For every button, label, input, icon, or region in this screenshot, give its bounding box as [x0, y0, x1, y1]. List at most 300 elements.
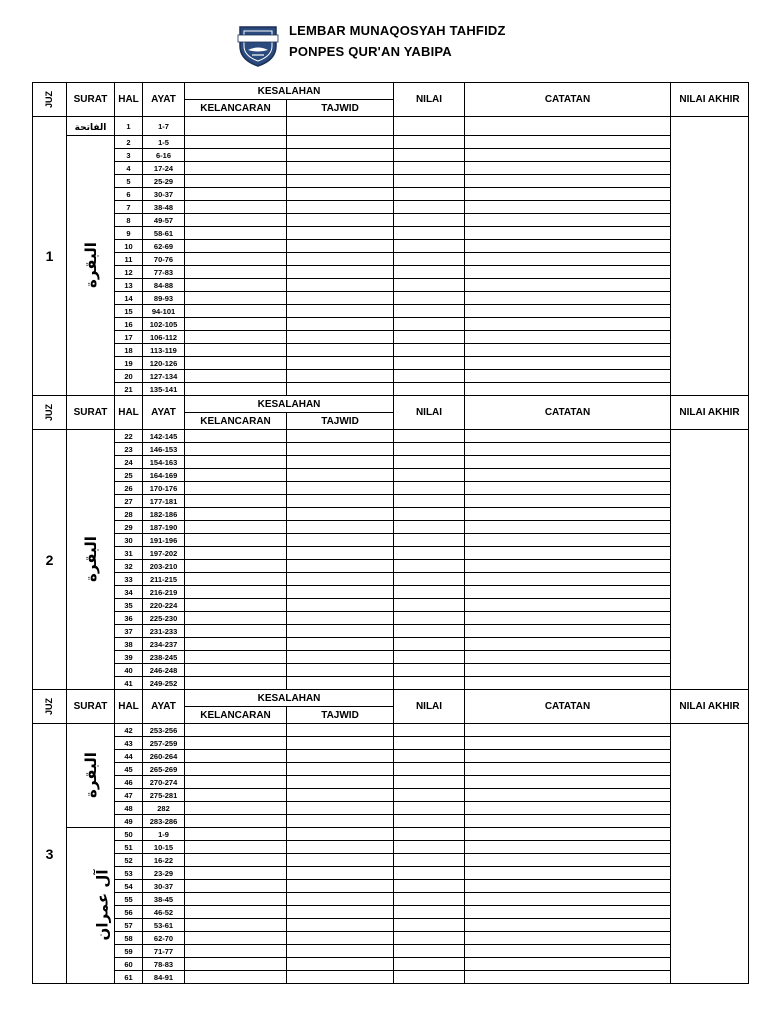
nilai-cell[interactable] — [394, 521, 465, 534]
kelancaran-cell[interactable] — [185, 932, 287, 945]
kelancaran-cell[interactable] — [185, 534, 287, 547]
kelancaran-cell[interactable] — [185, 789, 287, 802]
tajwid-cell[interactable] — [287, 370, 394, 383]
kelancaran-cell[interactable] — [185, 292, 287, 305]
catatan-cell[interactable] — [465, 945, 671, 958]
hal-cell: 56 — [115, 906, 143, 919]
catatan-cell[interactable] — [465, 560, 671, 573]
catatan-cell[interactable] — [465, 331, 671, 344]
table-row — [33, 534, 749, 547]
hal-cell: 17 — [115, 331, 143, 344]
tajwid-cell[interactable] — [287, 214, 394, 227]
catatan-cell[interactable] — [465, 357, 671, 370]
kelancaran-cell[interactable] — [185, 802, 287, 815]
nilai-cell[interactable] — [394, 469, 465, 482]
nilai-cell[interactable] — [394, 789, 465, 802]
nilai-cell[interactable] — [394, 318, 465, 331]
col-kelancaran: KELANCARAN — [185, 413, 287, 430]
nilai-cell[interactable] — [394, 776, 465, 789]
kelancaran-cell[interactable] — [185, 776, 287, 789]
kelancaran-cell[interactable] — [185, 469, 287, 482]
hal-cell: 18 — [115, 344, 143, 357]
nilai-cell[interactable] — [394, 508, 465, 521]
catatan-cell[interactable] — [465, 305, 671, 318]
tajwid-cell[interactable] — [287, 331, 394, 344]
nilai-cell[interactable] — [394, 482, 465, 495]
kelancaran-cell[interactable] — [185, 305, 287, 318]
hal-cell: 46 — [115, 776, 143, 789]
nilai-cell[interactable] — [394, 750, 465, 763]
nilai-cell[interactable] — [394, 357, 465, 370]
catatan-cell[interactable] — [465, 149, 671, 162]
hal-cell: 19 — [115, 357, 143, 370]
tajwid-cell[interactable] — [287, 266, 394, 279]
nilai-cell[interactable] — [394, 802, 465, 815]
tajwid-cell[interactable] — [287, 664, 394, 677]
nilai-cell[interactable] — [394, 638, 465, 651]
catatan-cell[interactable] — [465, 737, 671, 750]
catatan-cell[interactable] — [465, 117, 671, 136]
tajwid-cell[interactable] — [287, 136, 394, 149]
catatan-cell[interactable] — [465, 279, 671, 292]
catatan-cell[interactable] — [465, 776, 671, 789]
nilai-cell[interactable] — [394, 625, 465, 638]
juz-number: 3 — [33, 724, 67, 984]
catatan-cell[interactable] — [465, 227, 671, 240]
catatan-cell[interactable] — [465, 763, 671, 776]
ayat-cell: 234-237 — [143, 638, 185, 651]
nilai-cell[interactable] — [394, 443, 465, 456]
ayat-cell: 170-176 — [143, 482, 185, 495]
nilai-cell[interactable] — [394, 919, 465, 932]
kelancaran-cell[interactable] — [185, 482, 287, 495]
nilai-cell[interactable] — [394, 599, 465, 612]
nilai-cell[interactable] — [394, 279, 465, 292]
nilai-cell[interactable] — [394, 117, 465, 136]
tajwid-cell[interactable] — [287, 880, 394, 893]
nilai-cell[interactable] — [394, 867, 465, 880]
col-juz-label: JUZ — [43, 403, 54, 422]
kelancaran-cell[interactable] — [185, 430, 287, 443]
table-row — [33, 638, 749, 651]
nilai-cell[interactable] — [394, 201, 465, 214]
kelancaran-cell[interactable] — [185, 188, 287, 201]
nilai-cell[interactable] — [394, 495, 465, 508]
kelancaran-cell[interactable] — [185, 880, 287, 893]
tajwid-cell[interactable] — [287, 508, 394, 521]
table-row — [33, 240, 749, 253]
kelancaran-cell[interactable] — [185, 651, 287, 664]
catatan-cell[interactable] — [465, 880, 671, 893]
kelancaran-cell[interactable] — [185, 456, 287, 469]
catatan-cell[interactable] — [465, 383, 671, 396]
tajwid-cell[interactable] — [287, 430, 394, 443]
nilai-cell[interactable] — [394, 932, 465, 945]
nilai-cell[interactable] — [394, 344, 465, 357]
catatan-cell[interactable] — [465, 547, 671, 560]
kelancaran-cell[interactable] — [185, 240, 287, 253]
tajwid-cell[interactable] — [287, 560, 394, 573]
nilai-cell[interactable] — [394, 149, 465, 162]
nilai-cell[interactable] — [394, 227, 465, 240]
catatan-cell[interactable] — [465, 919, 671, 932]
catatan-cell[interactable] — [465, 162, 671, 175]
kelancaran-cell[interactable] — [185, 331, 287, 344]
surah-name-text: البقرة — [81, 752, 100, 798]
kelancaran-cell[interactable] — [185, 357, 287, 370]
nilai-cell[interactable] — [394, 370, 465, 383]
nilai-cell[interactable] — [394, 893, 465, 906]
nilai-cell[interactable] — [394, 456, 465, 469]
kelancaran-cell[interactable] — [185, 318, 287, 331]
table-row — [33, 430, 749, 443]
ayat-cell: 78-83 — [143, 958, 185, 971]
kelancaran-cell[interactable] — [185, 586, 287, 599]
kelancaran-cell[interactable] — [185, 919, 287, 932]
tajwid-cell[interactable] — [287, 117, 394, 136]
table-row — [33, 370, 749, 383]
catatan-cell[interactable] — [465, 841, 671, 854]
catatan-cell[interactable] — [465, 651, 671, 664]
catatan-cell[interactable] — [465, 638, 671, 651]
kelancaran-cell[interactable] — [185, 344, 287, 357]
kelancaran-cell[interactable] — [185, 443, 287, 456]
nilai-cell[interactable] — [394, 586, 465, 599]
kelancaran-cell[interactable] — [185, 599, 287, 612]
hal-cell: 41 — [115, 677, 143, 690]
catatan-cell[interactable] — [465, 664, 671, 677]
kelancaran-cell[interactable] — [185, 724, 287, 737]
catatan-cell[interactable] — [465, 253, 671, 266]
kelancaran-cell[interactable] — [185, 664, 287, 677]
catatan-cell[interactable] — [465, 724, 671, 737]
nilai-cell[interactable] — [394, 815, 465, 828]
nilai-cell[interactable] — [394, 664, 465, 677]
tajwid-cell[interactable] — [287, 625, 394, 638]
catatan-cell[interactable] — [465, 136, 671, 149]
tajwid-cell[interactable] — [287, 919, 394, 932]
kelancaran-cell[interactable] — [185, 815, 287, 828]
tajwid-cell[interactable] — [287, 789, 394, 802]
catatan-cell[interactable] — [465, 854, 671, 867]
nilai-cell[interactable] — [394, 534, 465, 547]
ayat-cell: 120-126 — [143, 357, 185, 370]
catatan-cell[interactable] — [465, 612, 671, 625]
kelancaran-cell[interactable] — [185, 573, 287, 586]
tajwid-cell[interactable] — [287, 586, 394, 599]
tajwid-cell[interactable] — [287, 188, 394, 201]
ayat-cell: 49-57 — [143, 214, 185, 227]
table-row — [33, 651, 749, 664]
tajwid-cell[interactable] — [287, 201, 394, 214]
nilai-cell[interactable] — [394, 841, 465, 854]
catatan-cell[interactable] — [465, 318, 671, 331]
nilai-cell[interactable] — [394, 828, 465, 841]
tajwid-cell[interactable] — [287, 162, 394, 175]
nilai-cell[interactable] — [394, 430, 465, 443]
catatan-cell[interactable] — [465, 625, 671, 638]
kelancaran-cell[interactable] — [185, 266, 287, 279]
hal-cell: 38 — [115, 638, 143, 651]
col-ayat: AYAT — [143, 83, 185, 117]
catatan-cell[interactable] — [465, 175, 671, 188]
kelancaran-cell[interactable] — [185, 828, 287, 841]
tajwid-cell[interactable] — [287, 175, 394, 188]
kelancaran-cell[interactable] — [185, 279, 287, 292]
catatan-cell[interactable] — [465, 906, 671, 919]
kelancaran-cell[interactable] — [185, 854, 287, 867]
nilai-akhir-cell[interactable] — [671, 117, 749, 396]
kelancaran-cell[interactable] — [185, 841, 287, 854]
table-row — [33, 469, 749, 482]
tajwid-cell[interactable] — [287, 867, 394, 880]
nilai-cell[interactable] — [394, 266, 465, 279]
tajwid-cell[interactable] — [287, 599, 394, 612]
kelancaran-cell[interactable] — [185, 227, 287, 240]
nilai-cell[interactable] — [394, 854, 465, 867]
nilai-cell[interactable] — [394, 737, 465, 750]
tajwid-cell[interactable] — [287, 383, 394, 396]
kelancaran-cell[interactable] — [185, 867, 287, 880]
kelancaran-cell[interactable] — [185, 136, 287, 149]
catatan-cell[interactable] — [465, 508, 671, 521]
kelancaran-cell[interactable] — [185, 117, 287, 136]
kelancaran-cell[interactable] — [185, 971, 287, 984]
kelancaran-cell[interactable] — [185, 750, 287, 763]
ayat-cell: 1-7 — [143, 117, 185, 136]
kelancaran-cell[interactable] — [185, 383, 287, 396]
catatan-cell[interactable] — [465, 201, 671, 214]
ayat-cell: 220-224 — [143, 599, 185, 612]
table-row — [33, 906, 749, 919]
tajwid-cell[interactable] — [287, 469, 394, 482]
tajwid-cell[interactable] — [287, 305, 394, 318]
catatan-cell[interactable] — [465, 677, 671, 690]
nilai-cell[interactable] — [394, 383, 465, 396]
table-row — [33, 625, 749, 638]
nilai-cell[interactable] — [394, 547, 465, 560]
tajwid-cell[interactable] — [287, 737, 394, 750]
kelancaran-cell[interactable] — [185, 547, 287, 560]
tajwid-cell[interactable] — [287, 357, 394, 370]
catatan-cell[interactable] — [465, 586, 671, 599]
tajwid-cell[interactable] — [287, 344, 394, 357]
tajwid-cell[interactable] — [287, 456, 394, 469]
catatan-cell[interactable] — [465, 534, 671, 547]
tajwid-cell[interactable] — [287, 227, 394, 240]
catatan-cell[interactable] — [465, 802, 671, 815]
nilai-cell[interactable] — [394, 724, 465, 737]
tajwid-cell[interactable] — [287, 763, 394, 776]
nilai-cell[interactable] — [394, 945, 465, 958]
catatan-cell[interactable] — [465, 893, 671, 906]
hal-cell: 21 — [115, 383, 143, 396]
col-catatan: CATATAN — [465, 83, 671, 117]
tajwid-cell[interactable] — [287, 318, 394, 331]
nilai-cell[interactable] — [394, 136, 465, 149]
catatan-cell[interactable] — [465, 188, 671, 201]
kelancaran-cell[interactable] — [185, 677, 287, 690]
catatan-cell[interactable] — [465, 958, 671, 971]
kelancaran-cell[interactable] — [185, 521, 287, 534]
tajwid-cell[interactable] — [287, 971, 394, 984]
tajwid-cell[interactable] — [287, 945, 394, 958]
tajwid-cell[interactable] — [287, 612, 394, 625]
catatan-cell[interactable] — [465, 932, 671, 945]
tajwid-cell[interactable] — [287, 802, 394, 815]
nilai-cell[interactable] — [394, 240, 465, 253]
tajwid-cell[interactable] — [287, 906, 394, 919]
table-row — [33, 136, 749, 149]
kelancaran-cell[interactable] — [185, 149, 287, 162]
catatan-cell[interactable] — [465, 521, 671, 534]
tajwid-cell[interactable] — [287, 677, 394, 690]
tajwid-cell[interactable] — [287, 292, 394, 305]
catatan-cell[interactable] — [465, 266, 671, 279]
catatan-cell[interactable] — [465, 789, 671, 802]
nilai-cell[interactable] — [394, 958, 465, 971]
tajwid-cell[interactable] — [287, 750, 394, 763]
table-row — [33, 305, 749, 318]
catatan-cell[interactable] — [465, 495, 671, 508]
tajwid-cell[interactable] — [287, 240, 394, 253]
tajwid-cell[interactable] — [287, 443, 394, 456]
tajwid-cell[interactable] — [287, 495, 394, 508]
nilai-akhir-cell[interactable] — [671, 430, 749, 690]
ayat-cell: 30-37 — [143, 880, 185, 893]
catatan-cell[interactable] — [465, 815, 671, 828]
nilai-cell[interactable] — [394, 880, 465, 893]
hal-cell: 37 — [115, 625, 143, 638]
kelancaran-cell[interactable] — [185, 214, 287, 227]
catatan-cell[interactable] — [465, 482, 671, 495]
tajwid-cell[interactable] — [287, 841, 394, 854]
surah-name-text: البقرة — [81, 536, 100, 582]
catatan-cell[interactable] — [465, 370, 671, 383]
table-row — [33, 344, 749, 357]
tajwid-cell[interactable] — [287, 149, 394, 162]
catatan-cell[interactable] — [465, 599, 671, 612]
nilai-cell[interactable] — [394, 763, 465, 776]
tajwid-cell[interactable] — [287, 854, 394, 867]
nilai-cell[interactable] — [394, 573, 465, 586]
col-surat: SURAT — [67, 396, 115, 430]
nilai-cell[interactable] — [394, 253, 465, 266]
tajwid-cell[interactable] — [287, 776, 394, 789]
table-row — [33, 789, 749, 802]
ayat-cell: 260-264 — [143, 750, 185, 763]
tajwid-cell[interactable] — [287, 932, 394, 945]
kelancaran-cell[interactable] — [185, 893, 287, 906]
col-hal: HAL — [115, 396, 143, 430]
tajwid-cell[interactable] — [287, 547, 394, 560]
table-row — [33, 253, 749, 266]
nilai-cell[interactable] — [394, 305, 465, 318]
kelancaran-cell[interactable] — [185, 508, 287, 521]
nilai-cell[interactable] — [394, 331, 465, 344]
ayat-cell: 231-233 — [143, 625, 185, 638]
kelancaran-cell[interactable] — [185, 253, 287, 266]
kelancaran-cell[interactable] — [185, 612, 287, 625]
ayat-cell: 127-134 — [143, 370, 185, 383]
catatan-cell[interactable] — [465, 469, 671, 482]
tajwid-cell[interactable] — [287, 279, 394, 292]
kelancaran-cell[interactable] — [185, 625, 287, 638]
nilai-cell[interactable] — [394, 651, 465, 664]
kelancaran-cell[interactable] — [185, 162, 287, 175]
catatan-cell[interactable] — [465, 430, 671, 443]
nilai-cell[interactable] — [394, 677, 465, 690]
nilai-cell[interactable] — [394, 906, 465, 919]
catatan-cell[interactable] — [465, 443, 671, 456]
catatan-cell[interactable] — [465, 828, 671, 841]
catatan-cell[interactable] — [465, 292, 671, 305]
kelancaran-cell[interactable] — [185, 495, 287, 508]
kelancaran-cell[interactable] — [185, 370, 287, 383]
tajwid-cell[interactable] — [287, 521, 394, 534]
tajwid-cell[interactable] — [287, 534, 394, 547]
catatan-cell[interactable] — [465, 867, 671, 880]
kelancaran-cell[interactable] — [185, 737, 287, 750]
hal-cell: 15 — [115, 305, 143, 318]
kelancaran-cell[interactable] — [185, 945, 287, 958]
catatan-cell[interactable] — [465, 573, 671, 586]
nilai-cell[interactable] — [394, 612, 465, 625]
table-row — [33, 495, 749, 508]
nilai-cell[interactable] — [394, 292, 465, 305]
catatan-cell[interactable] — [465, 344, 671, 357]
tajwid-cell[interactable] — [287, 724, 394, 737]
nilai-cell[interactable] — [394, 175, 465, 188]
catatan-cell[interactable] — [465, 456, 671, 469]
kelancaran-cell[interactable] — [185, 906, 287, 919]
tajwid-cell[interactable] — [287, 828, 394, 841]
kelancaran-cell[interactable] — [185, 175, 287, 188]
hal-cell: 28 — [115, 508, 143, 521]
kelancaran-cell[interactable] — [185, 638, 287, 651]
catatan-cell[interactable] — [465, 240, 671, 253]
tajwid-cell[interactable] — [287, 893, 394, 906]
nilai-cell[interactable] — [394, 214, 465, 227]
catatan-cell[interactable] — [465, 971, 671, 984]
section-header-row — [33, 83, 749, 100]
kelancaran-cell[interactable] — [185, 958, 287, 971]
tajwid-cell[interactable] — [287, 638, 394, 651]
tajwid-cell[interactable] — [287, 651, 394, 664]
tajwid-cell[interactable] — [287, 253, 394, 266]
nilai-cell[interactable] — [394, 560, 465, 573]
catatan-cell[interactable] — [465, 214, 671, 227]
tajwid-cell[interactable] — [287, 815, 394, 828]
hal-cell: 33 — [115, 573, 143, 586]
nilai-akhir-cell[interactable] — [671, 724, 749, 984]
ayat-cell: 62-69 — [143, 240, 185, 253]
kelancaran-cell[interactable] — [185, 201, 287, 214]
ayat-cell: 177-181 — [143, 495, 185, 508]
kelancaran-cell[interactable] — [185, 560, 287, 573]
kelancaran-cell[interactable] — [185, 763, 287, 776]
tajwid-cell[interactable] — [287, 482, 394, 495]
tajwid-cell[interactable] — [287, 573, 394, 586]
catatan-cell[interactable] — [465, 750, 671, 763]
nilai-cell[interactable] — [394, 188, 465, 201]
tajwid-cell[interactable] — [287, 958, 394, 971]
nilai-cell[interactable] — [394, 971, 465, 984]
hal-cell: 40 — [115, 664, 143, 677]
ayat-cell: 53-61 — [143, 919, 185, 932]
nilai-cell[interactable] — [394, 162, 465, 175]
sheet-title: LEMBAR MUNAQOSYAH TAHFIDZ — [289, 23, 506, 38]
